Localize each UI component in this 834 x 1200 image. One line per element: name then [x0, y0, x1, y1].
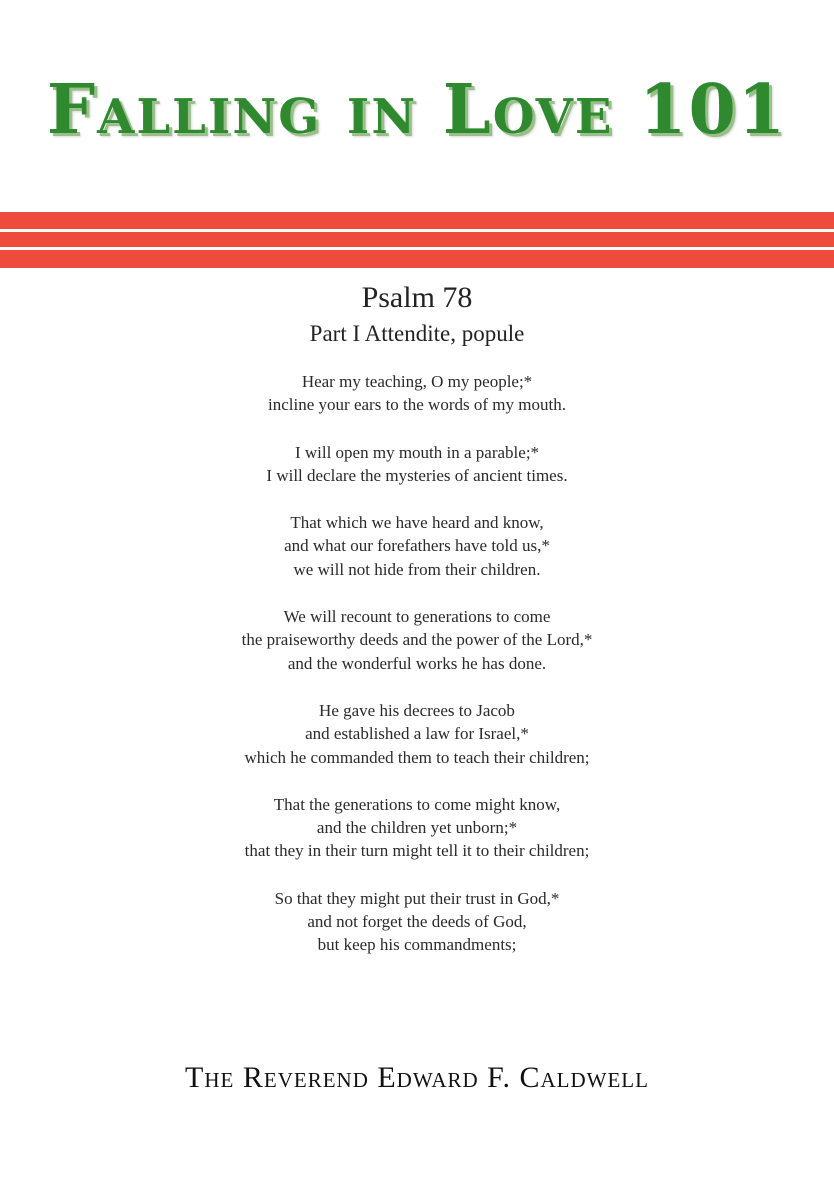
verse-line: I will declare the mysteries of ancient times.	[266, 465, 568, 485]
verse-line: the praiseworthy deeds and the power of the Lord,*	[241, 630, 593, 650]
stanza	[0, 887, 834, 957]
psalm-subheading: Part I Attendite, popule	[309, 321, 525, 346]
verse-line: That the generations to come might know,	[273, 794, 561, 814]
verse-line: but keep his commandments;	[317, 935, 517, 955]
stanza	[0, 793, 834, 863]
verse-line: Hear my teaching, O my people;*	[301, 372, 533, 391]
verse-line: and what our forefathers have told us,*	[284, 536, 550, 556]
stripe-line-top	[0, 229, 834, 232]
verse-line: and the children yet unborn;*	[316, 818, 518, 838]
stanza	[0, 699, 834, 769]
stanza	[0, 441, 834, 488]
verse-line: that they in their turn might tell it to their children;	[244, 841, 590, 861]
verse-line: we will not hide from their children.	[293, 559, 541, 579]
verse-line: We will recount to generations to come	[283, 607, 551, 627]
verse-line: So that they might put their trust in God,*	[274, 888, 560, 908]
verse-line: and the wonderful works he has done.	[287, 653, 547, 673]
verse-line: and not forget the deeds of God,	[307, 912, 527, 932]
stanza	[0, 605, 834, 675]
verse-line: which he commanded them to teach their children;	[244, 747, 590, 767]
author-name: The Reverend Edward F. Caldwell	[185, 1061, 649, 1094]
stanza	[0, 370, 834, 417]
verse-line: He gave his decrees to Jacob	[319, 700, 515, 720]
verse-line: incline your ears to the words of my mouth.	[268, 395, 566, 415]
stripe-line-bottom	[0, 247, 834, 250]
psalm-heading: Psalm 78	[361, 281, 473, 314]
verse-line: and established a law for Israel,*	[305, 724, 529, 744]
verse-line: That which we have heard and know,	[290, 513, 544, 533]
verse-line: I will open my mouth in a parable;*	[294, 442, 540, 462]
psalm-verses	[0, 370, 834, 981]
book-title: Falling in Love 101	[46, 70, 788, 150]
stanza	[0, 511, 834, 581]
decorative-stripe-band	[0, 212, 834, 268]
